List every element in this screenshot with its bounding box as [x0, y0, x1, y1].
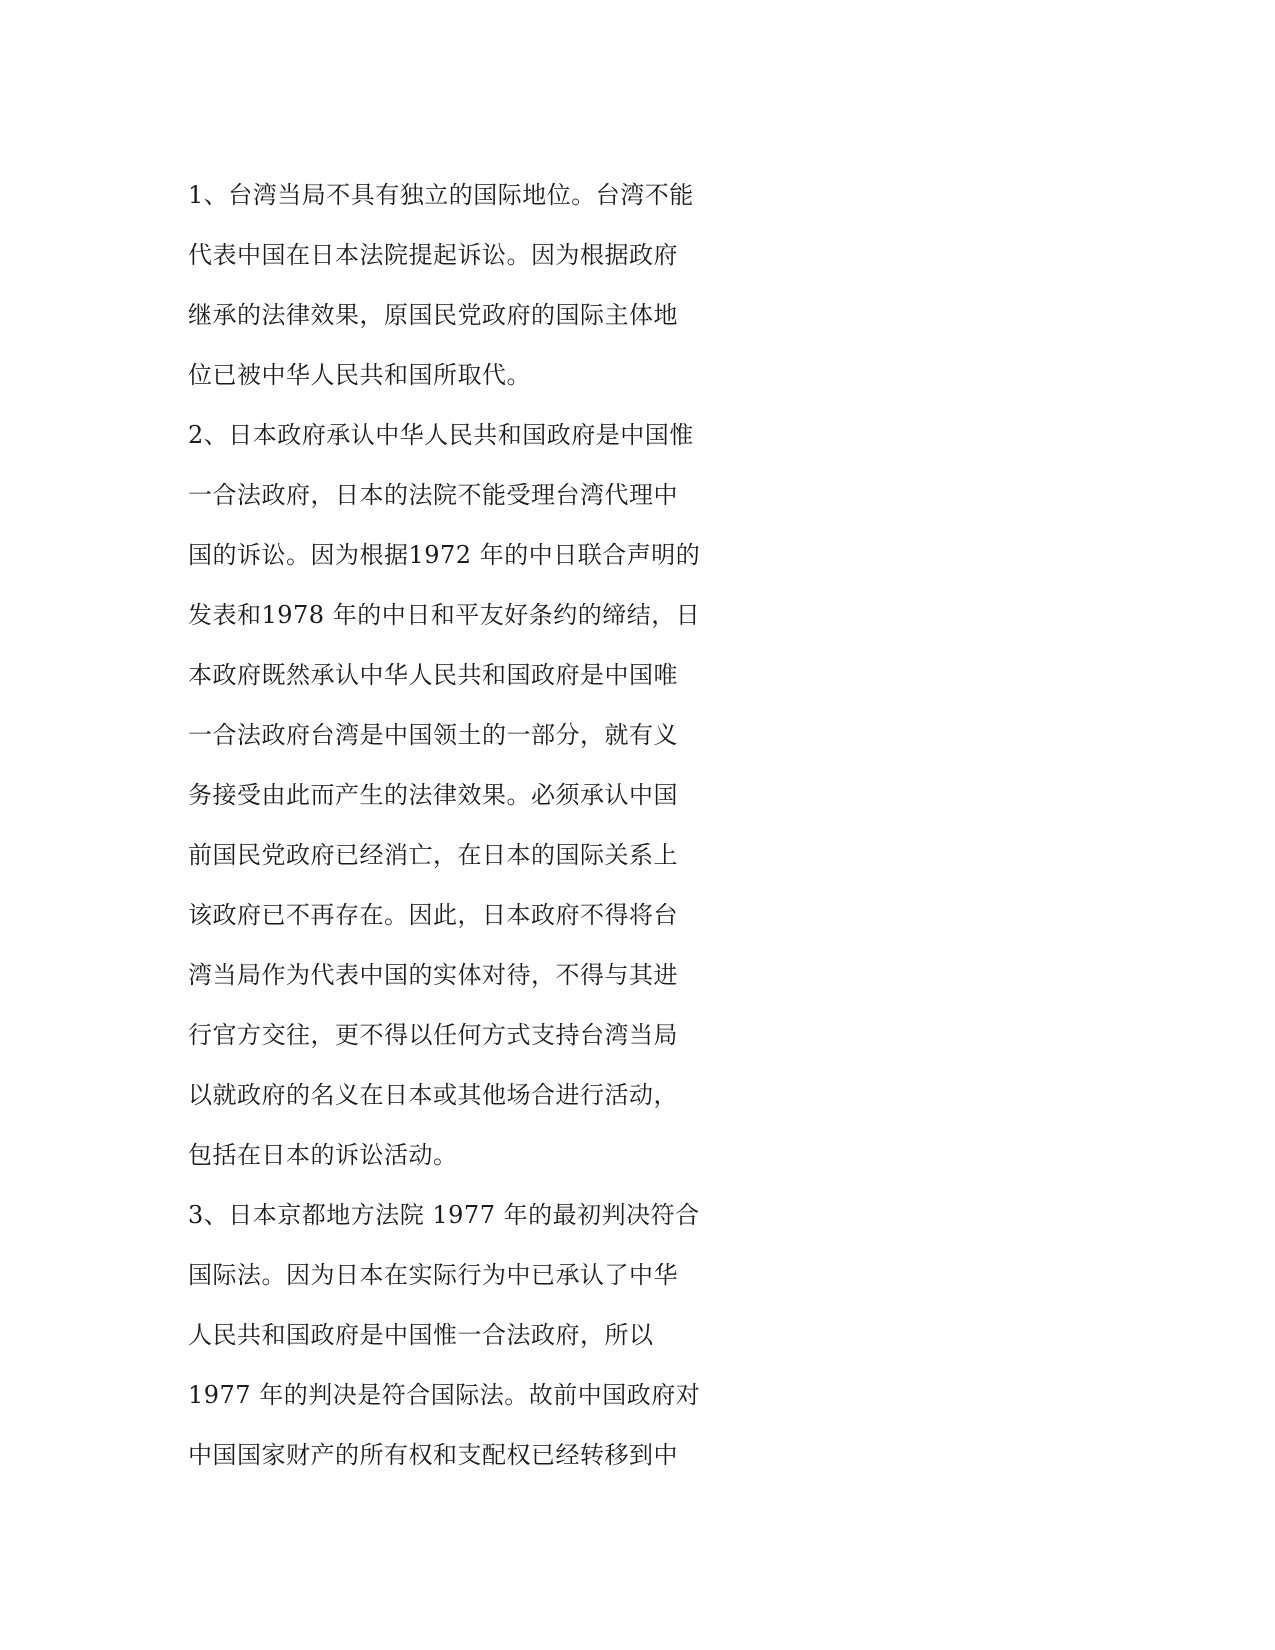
text-line: 发表和1978 年的中日和平友好条约的缔结，日 [188, 601, 701, 629]
text-line: 该政府已不再存在。因此，日本政府不得将台 [188, 901, 678, 929]
text-column [188, 165, 728, 1485]
text-line: 务接受由此而产生的法律效果。必须承认中国 [188, 781, 678, 809]
text-line: 前国民党政府已经消亡，在日本的国际关系上 [188, 841, 678, 869]
text-line: 湾当局作为代表中国的实体对待，不得与其进 [188, 961, 678, 989]
text-line: 包括在日本的诉讼活动。 [188, 1141, 458, 1169]
text-line: 继承的法律效果，原国民党政府的国际主体地 [188, 301, 678, 329]
text-line: 人民共和国政府是中国惟一合法政府，所以 [188, 1321, 654, 1349]
text-line: 中国国家财产的所有权和支配权已经转移到中 [188, 1441, 678, 1469]
text-line: 一合法政府，日本的法院不能受理台湾代理中 [188, 481, 678, 509]
text-line: 3、日本京都地方法院 1977 年的最初判决符合 [188, 1201, 700, 1229]
text-line: 国的诉讼。因为根据1972 年的中日联合声明的 [188, 541, 701, 569]
text-line: 代表中国在日本法院提起诉讼。因为根据政府 [188, 241, 678, 269]
text-line: 2、日本政府承认中华人民共和国政府是中国惟 [188, 421, 694, 449]
text-line: 位已被中华人民共和国所取代。 [188, 361, 531, 389]
text-line: 一合法政府台湾是中国领土的一部分，就有义 [188, 721, 678, 749]
text-line: 本政府既然承认中华人民共和国政府是中国唯 [188, 661, 678, 689]
text-line: 以就政府的名义在日本或其他场合进行活动， [188, 1081, 678, 1109]
text-line: 1977 年的判决是符合国际法。故前中国政府对 [188, 1381, 701, 1409]
text-line: 1、台湾当局不具有独立的国际地位。台湾不能 [188, 181, 694, 209]
text-line: 行官方交往，更不得以任何方式支持台湾当局 [188, 1021, 678, 1049]
text-line: 国际法。因为日本在实际行为中已承认了中华 [188, 1261, 678, 1289]
